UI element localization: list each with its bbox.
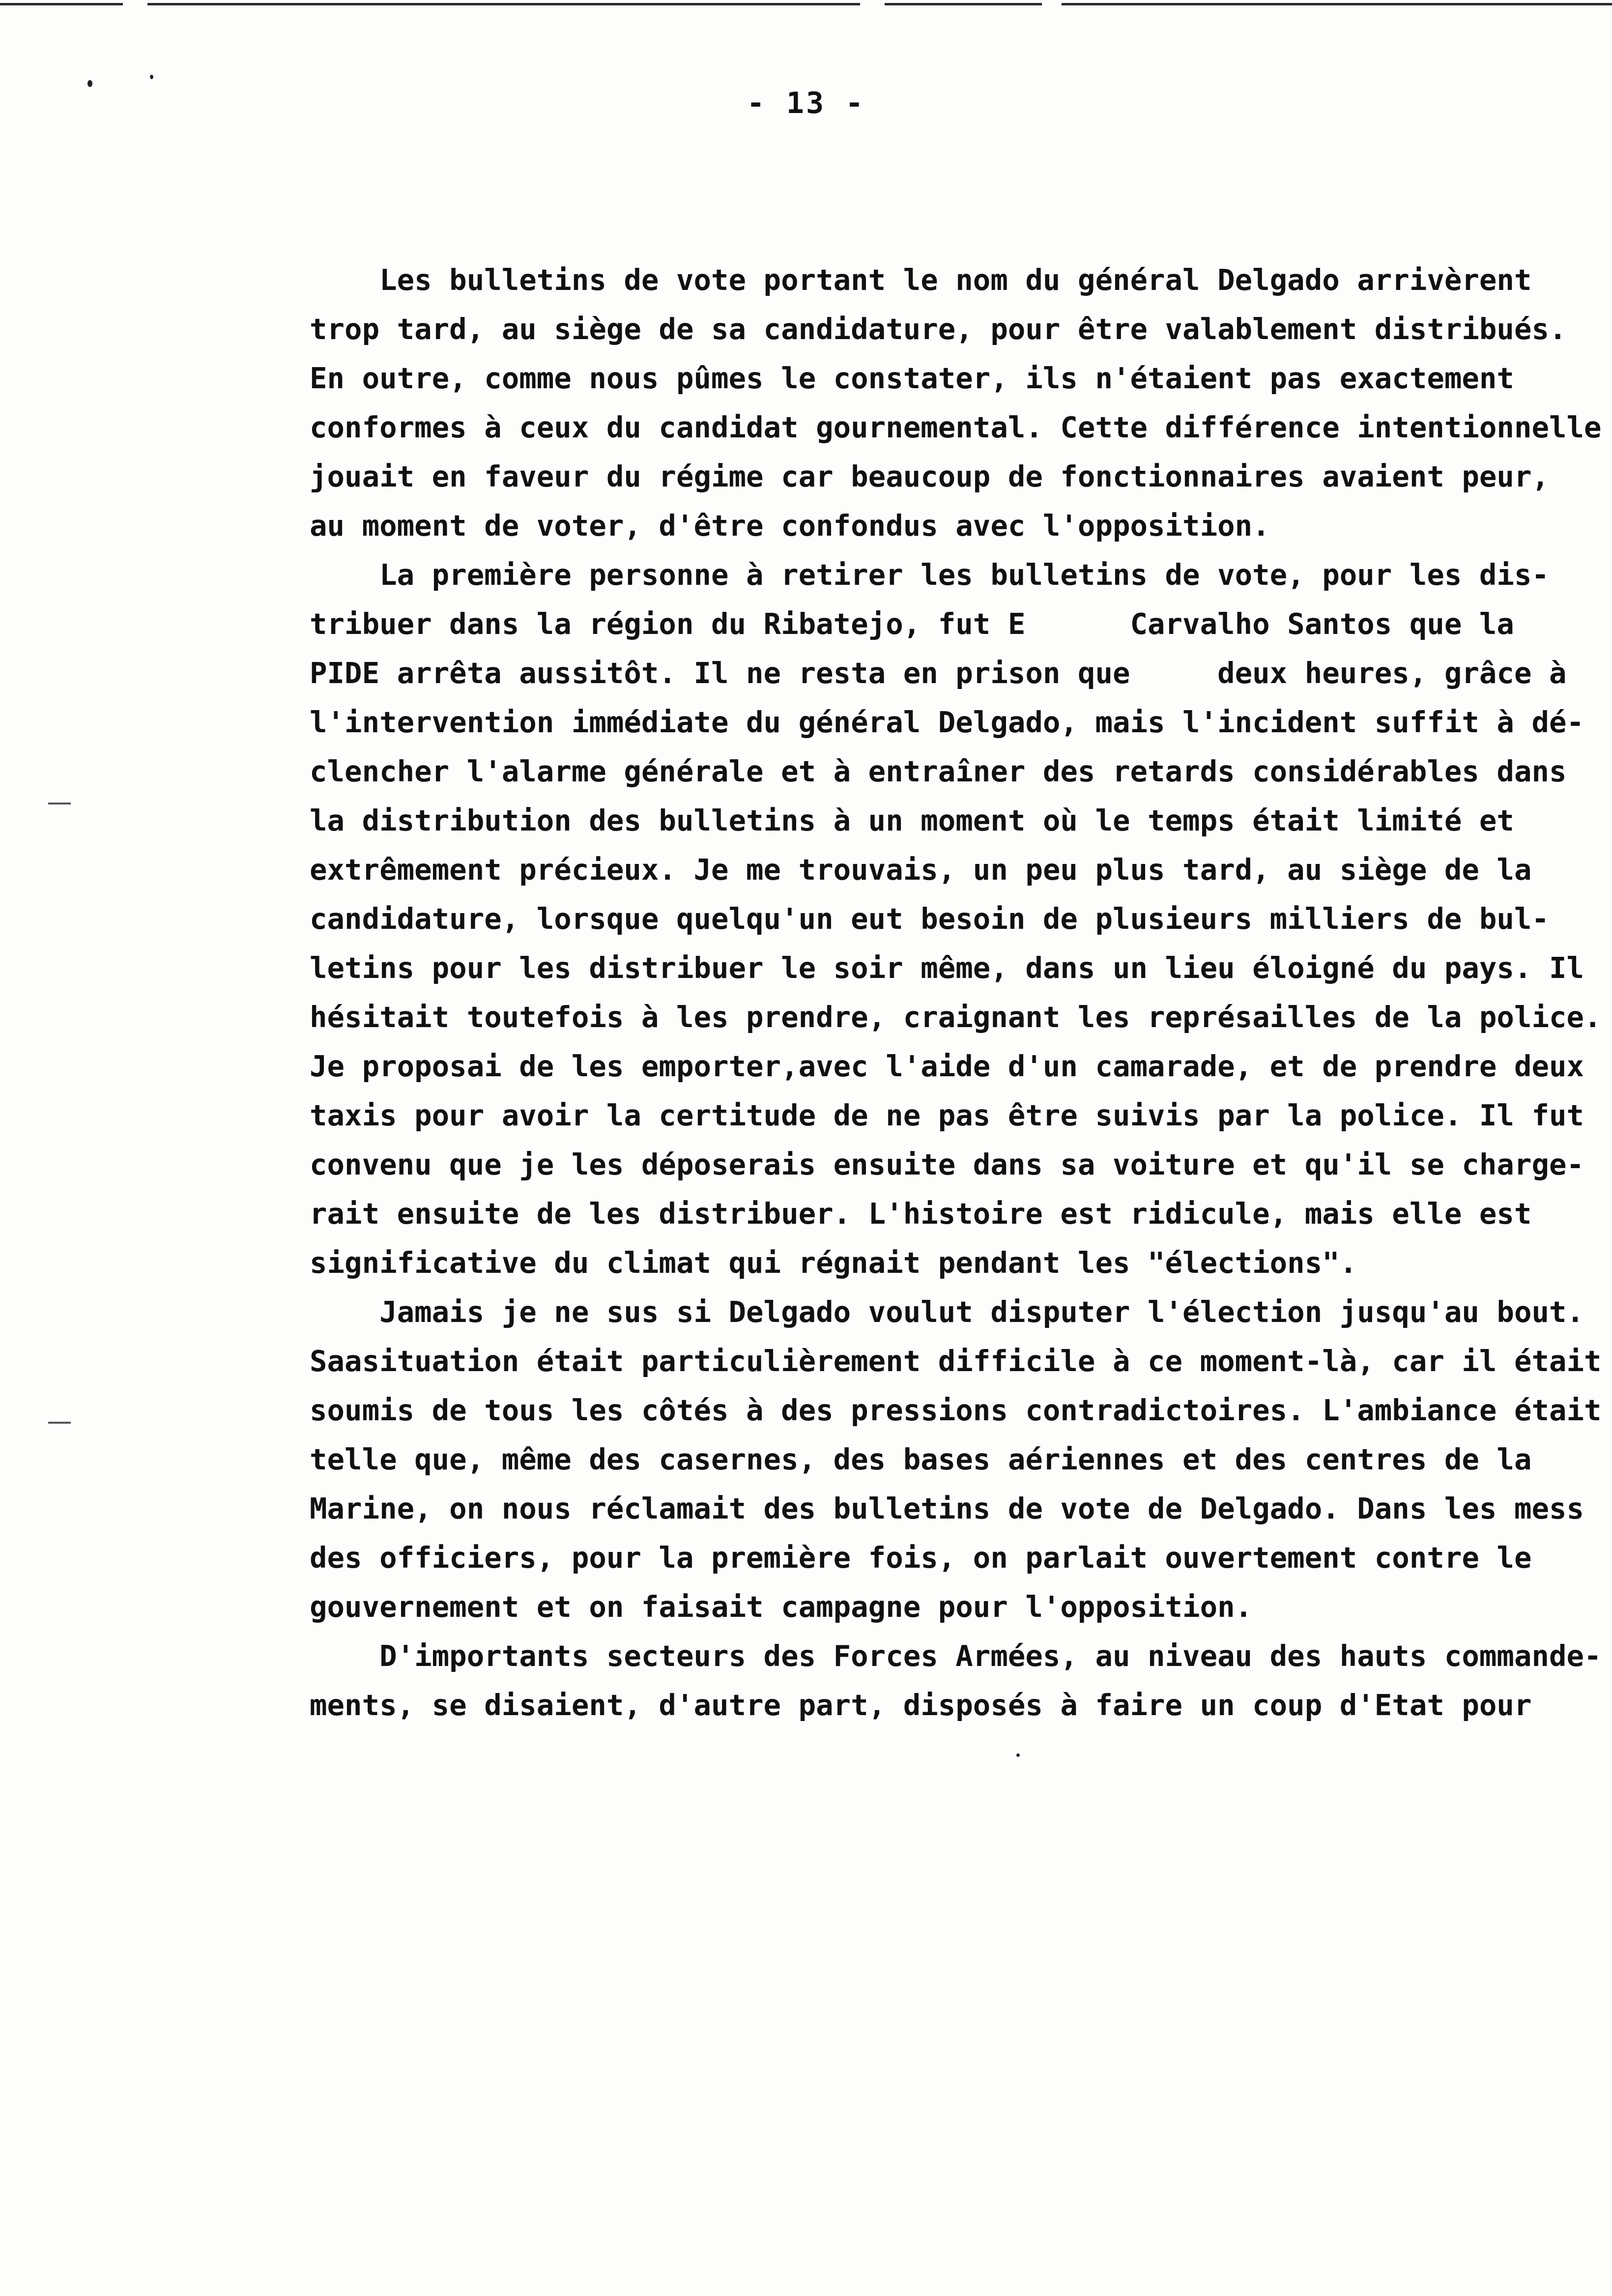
text-line: extrêmement précieux. Je me trouvais, un peu plus tard, au siège de la (310, 853, 1532, 887)
text-line: soumis de tous les côtés à des pressions contradictoires. L'ambiance était (310, 1393, 1602, 1427)
ink-speck (1016, 1753, 1020, 1757)
text-line: Jamais je ne sus si Delgado voulut disputer l'élection jusqu'au bout. (310, 1295, 1584, 1329)
text-line: Les bulletins de vote portant le nom du général Delgado arrivèrent (310, 263, 1532, 297)
margin-mark (48, 803, 71, 804)
text-line: letins pour les distribuer le soir même, dans un lieu éloigné du pays. Il (310, 951, 1584, 985)
text-line: clencher l'alarme générale et à entraîner des retards considérables dans (310, 754, 1567, 788)
text-line: des officiers, pour la première fois, on parlait ouvertement contre le (310, 1541, 1532, 1575)
text-line: taxis pour avoir la certitude de ne pas être suivis par la police. Il fut (310, 1098, 1584, 1132)
text-line: rait ensuite de les distribuer. L'histoire est ridicule, mais elle est (310, 1197, 1532, 1231)
text-line: l'intervention immédiate du général Delgado, mais l'incident suffit à dé- (310, 705, 1584, 739)
text-line: gouvernement et on faisait campagne pour l'opposition. (310, 1590, 1253, 1624)
page-number: - 13 - (747, 86, 865, 120)
text-line: tribuer dans la région du Ribatejo, fut E Carvalho Santos que la (310, 607, 1514, 641)
margin-mark (48, 1422, 71, 1424)
text-line: ments, se disaient, d'autre part, disposés à faire un coup d'Etat pour (310, 1688, 1532, 1722)
text-line: convenu que je les déposerais ensuite dans sa voiture et qu'il se charge- (310, 1148, 1584, 1181)
top-rule (885, 3, 1042, 5)
text-line: candidature, lorsque quelqu'un eut besoin de plusieurs milliers de bul- (310, 902, 1549, 936)
text-line: trop tard, au siège de sa candidature, pour être valablement distribués. (310, 312, 1567, 346)
top-rule (0, 3, 123, 5)
top-rule (1062, 3, 1612, 5)
text-line: conformes à ceux du candidat gournemental. Cette différence intentionnelle (310, 410, 1602, 444)
text-line: La première personne à retirer les bulletins de vote, pour les dis- (310, 558, 1549, 592)
text-line: hésitait toutefois à les prendre, craignant les représailles de la police. (310, 1000, 1602, 1034)
text-line: PIDE arrêta aussitôt. Il ne resta en prison que deux heures, grâce à (310, 656, 1567, 690)
text-line: jouait en faveur du régime car beaucoup de fonctionnaires avaient peur, (310, 459, 1549, 493)
text-line: telle que, même des casernes, des bases aériennes et des centres de la (310, 1442, 1532, 1476)
text-line: au moment de voter, d'être confondus avec l'opposition. (310, 509, 1270, 543)
text-line: D'importants secteurs des Forces Armées, au niveau des hauts commande- (310, 1639, 1602, 1673)
top-rule (147, 3, 860, 5)
text-line: la distribution des bulletins à un moment où le temps était limité et (310, 804, 1514, 837)
text-line: Saasituation était particulièrement difficile à ce moment-là, car il était (310, 1344, 1602, 1378)
text-line: significative du climat qui régnait pendant les "élections". (310, 1246, 1357, 1280)
ink-speck (150, 75, 153, 79)
text-line: Marine, on nous réclamait des bulletins de vote de Delgado. Dans les mess (310, 1492, 1584, 1525)
text-line: En outre, comme nous pûmes le constater, ils n'étaient pas exactement (310, 361, 1514, 395)
text-line: Je proposai de les emporter,avec l'aide d'un camarade, et de prendre deux (310, 1049, 1584, 1083)
